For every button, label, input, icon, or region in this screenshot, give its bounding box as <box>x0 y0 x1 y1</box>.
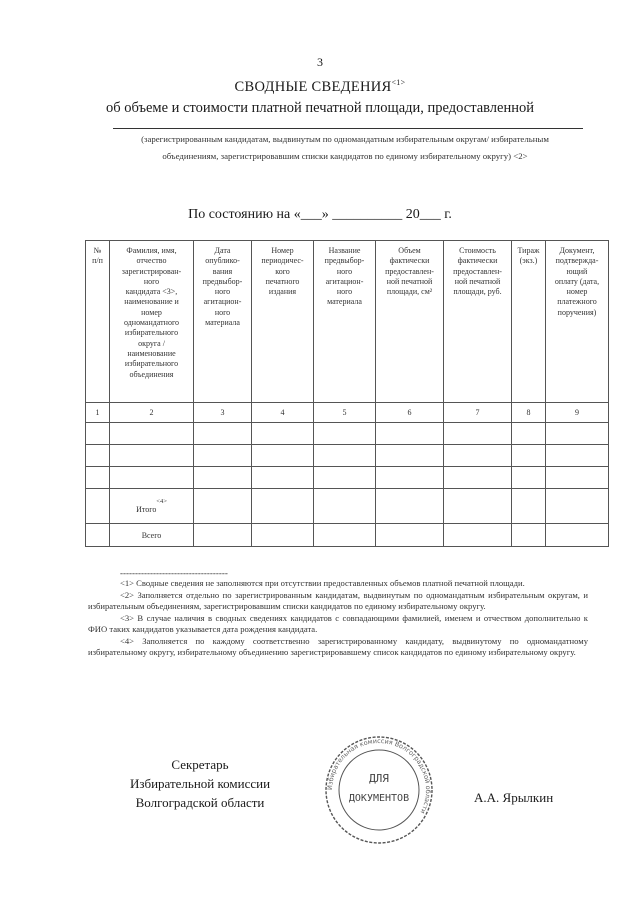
table-cell <box>252 445 314 467</box>
column-number: 7 <box>444 403 512 423</box>
title-text: СВОДНЫЕ СВЕДЕНИЯ <box>234 78 392 95</box>
table-cell <box>194 423 252 445</box>
table-cell <box>376 489 444 524</box>
header-text-line: кандидата <3>, <box>125 287 178 297</box>
header-text-line: предвыбор- <box>324 256 365 266</box>
table-cell <box>314 445 376 467</box>
column-number: 4 <box>252 403 314 423</box>
table-cell <box>444 467 512 489</box>
table-cell <box>512 467 546 489</box>
signatory-title <box>110 755 290 812</box>
header-text-line: одномандатного <box>123 318 180 328</box>
header-text-line: Документ, <box>559 246 595 255</box>
table-cell <box>314 524 376 547</box>
column-number: 3 <box>194 403 252 423</box>
stamp-line-1: ДЛЯ <box>369 772 389 785</box>
table-cell <box>376 445 444 467</box>
table-row <box>86 445 609 467</box>
table-cell <box>86 489 110 524</box>
report-table <box>85 240 609 547</box>
header-text-line: печатного <box>265 276 300 286</box>
page-number: 3 <box>317 55 323 69</box>
header-text-line: Объем <box>398 246 421 255</box>
table-cell <box>86 445 110 467</box>
subtotal-label: Итого <box>136 505 157 514</box>
header-text-line: ного <box>336 266 353 276</box>
table-cell <box>110 467 194 489</box>
col-header-4 <box>252 241 314 403</box>
fill-in-note <box>100 131 590 165</box>
header-text-line: Стоимость <box>459 246 496 255</box>
signatory-title-line-2: Избирательной комиссии <box>129 776 271 791</box>
header-text-line: фактически <box>389 256 430 266</box>
table-cell <box>252 423 314 445</box>
header-text-line: ного <box>214 307 231 317</box>
table-row <box>86 423 609 445</box>
header-text-line: номер <box>141 307 162 317</box>
footnote-1: <1> Сводные сведения не заполняются при отсутствии предоставленных объемов платной печатной площади. <box>120 578 525 588</box>
table-cell <box>512 489 546 524</box>
header-text-line: периодичес- <box>261 256 304 266</box>
table-cell <box>252 489 314 524</box>
column-number: 2 <box>110 403 194 423</box>
header-text-line: ного <box>214 287 231 297</box>
col-header-1 <box>86 241 110 403</box>
header-text-line: избирательного <box>124 359 179 369</box>
header-text-line: поручения) <box>557 307 597 317</box>
fill-in-line <box>113 128 583 129</box>
table-cell <box>194 445 252 467</box>
table-cell <box>444 445 512 467</box>
header-text-line: Номер <box>271 246 294 255</box>
header-text-line: предвыбор- <box>202 276 243 286</box>
subtotal-row <box>86 489 609 524</box>
table-cell <box>444 423 512 445</box>
table-cell <box>86 524 110 547</box>
column-number: 5 <box>314 403 376 423</box>
header-text-line: избирательного <box>124 328 179 338</box>
header-text-line: издания <box>268 287 297 297</box>
header-text-line: подтвержда- <box>555 256 599 266</box>
table-cell <box>86 423 110 445</box>
stamp-ring-text: Избирательная комиссия Волгоградской области <box>325 736 433 816</box>
footnote-2: <2> Заполняется отдельно по зарегистрированным кандидатам, выдвинутым по одномандатным избирательным округам, и избирательным объединениям, зарегистрировавшим списки кандидатов по единому избирательному округу. <box>88 589 588 611</box>
header-text-line: наименование <box>127 348 176 358</box>
subtotal-footnote-ref: <4> <box>156 498 167 505</box>
header-text-line: округа / <box>138 338 165 348</box>
header-text-line: вания <box>212 266 233 276</box>
header-text-line: агитацион- <box>203 297 242 307</box>
header-text-line: агитацион- <box>325 276 364 286</box>
header-text-line: опублико- <box>205 256 240 266</box>
header-text-line: площади, руб. <box>453 287 502 297</box>
header-text-line: п/п <box>92 256 103 266</box>
table-cell <box>110 445 194 467</box>
footnote-4: <4> Заполняется по каждому соответственно зарегистрированному кандидату, выдвинутому по одномандатному избирательному округу, избирательному объединению зарегистрировавшему список кандидатов по единому избирательному округу. <box>88 635 588 657</box>
header-text-line: Тираж <box>517 246 540 255</box>
footnote-separator: ------------------------------------ <box>120 568 228 578</box>
col-header-2 <box>110 241 194 403</box>
table-cell <box>314 423 376 445</box>
table-cell <box>376 423 444 445</box>
table-cell <box>252 467 314 489</box>
table-cell <box>376 524 444 547</box>
header-text-line: наименование и <box>124 297 179 307</box>
header-text-line: площади, см² <box>386 287 433 297</box>
subtotal-label-cell <box>110 489 194 524</box>
table-row <box>86 467 609 489</box>
header-text-line: ного <box>143 276 160 286</box>
col-header-6 <box>376 241 444 403</box>
stamp-inner-ring <box>339 750 419 830</box>
table-cell <box>194 524 252 547</box>
column-number: 8 <box>512 403 546 423</box>
fill-in-note-line-1: (зарегистрированным кандидатам, выдвинутым по одномандатным избирательным округам/ избирательным <box>141 134 549 144</box>
table-cell <box>444 489 512 524</box>
col-header-3 <box>194 241 252 403</box>
header-text-line: номер <box>566 287 588 297</box>
header-text-line: ной печатной <box>454 276 501 286</box>
header-text-line: ного <box>336 287 353 297</box>
table-cell <box>86 467 110 489</box>
column-number-row <box>86 403 609 423</box>
table-cell <box>194 467 252 489</box>
table-cell <box>314 467 376 489</box>
header-text-line: зарегистрирован- <box>121 266 182 276</box>
header-text-line: ной печатной <box>386 276 433 286</box>
header-text-line: предоставлен- <box>385 266 434 276</box>
header-text-line: объединения <box>129 369 174 379</box>
table-cell <box>512 524 546 547</box>
as-of-date-line: По состоянию на «___» __________ 20___ г. <box>188 207 452 222</box>
document-subtitle: об объеме и стоимости платной печатной площади, предоставленной <box>105 100 535 116</box>
table-cell <box>512 423 546 445</box>
table-cell <box>194 489 252 524</box>
table-cell <box>546 467 609 489</box>
header-text-line: предоставлен- <box>453 266 502 276</box>
header-text-line: платежного <box>557 297 597 307</box>
col-header-9 <box>546 241 609 403</box>
table-cell <box>546 423 609 445</box>
table-cell <box>546 489 609 524</box>
table-cell <box>546 524 609 547</box>
document-title <box>0 78 640 96</box>
table-cell <box>376 467 444 489</box>
col-header-8 <box>512 241 546 403</box>
header-text-line: (экз.) <box>519 256 538 266</box>
table-cell <box>110 423 194 445</box>
header-text-line: Фамилия, имя, <box>126 246 177 255</box>
column-number: 1 <box>86 403 110 423</box>
header-text-line: материала <box>327 297 362 307</box>
table-cell <box>546 445 609 467</box>
header-text-line: Название <box>328 246 361 255</box>
table-cell <box>314 489 376 524</box>
column-number: 9 <box>546 403 609 423</box>
header-text-line: ющий <box>566 266 588 276</box>
title-footnote-ref: <1> <box>391 78 406 87</box>
footnotes <box>88 578 588 659</box>
official-stamp <box>318 735 440 845</box>
total-row <box>86 524 609 547</box>
header-text-line: оплату (дата, <box>554 276 600 286</box>
table-header-row <box>86 241 609 403</box>
header-text-line: № <box>93 246 102 255</box>
signatory-name: А.А. Ярылкин <box>474 790 554 805</box>
header-text-line: материала <box>205 318 240 328</box>
col-header-5 <box>314 241 376 403</box>
total-label: Всего <box>110 524 194 547</box>
column-number: 6 <box>376 403 444 423</box>
header-text-line: кого <box>275 266 290 276</box>
header-text-line: фактически <box>457 256 498 266</box>
table-cell <box>512 445 546 467</box>
footnote-3: <3> В случае наличия в сводных сведениях кандидатов с совпадающими фамилией, именем и отчеством дополнительно к ФИО таких кандидатов указывается дата рождения кандидата. <box>88 612 588 634</box>
table-cell <box>252 524 314 547</box>
header-text-line: отчество <box>136 256 167 266</box>
col-header-7 <box>444 241 512 403</box>
header-text-line: Дата <box>214 246 231 255</box>
signatory-title-line-1: Секретарь <box>171 757 229 772</box>
signatory-title-line-3: Волгоградской области <box>135 795 265 810</box>
stamp-line-2: ДОКУМЕНТОВ <box>348 793 410 804</box>
table-cell <box>444 524 512 547</box>
fill-in-note-line-2: объединениям, зарегистрировавшим списки кандидатов по единому избирательному округу) <2> <box>162 151 528 161</box>
